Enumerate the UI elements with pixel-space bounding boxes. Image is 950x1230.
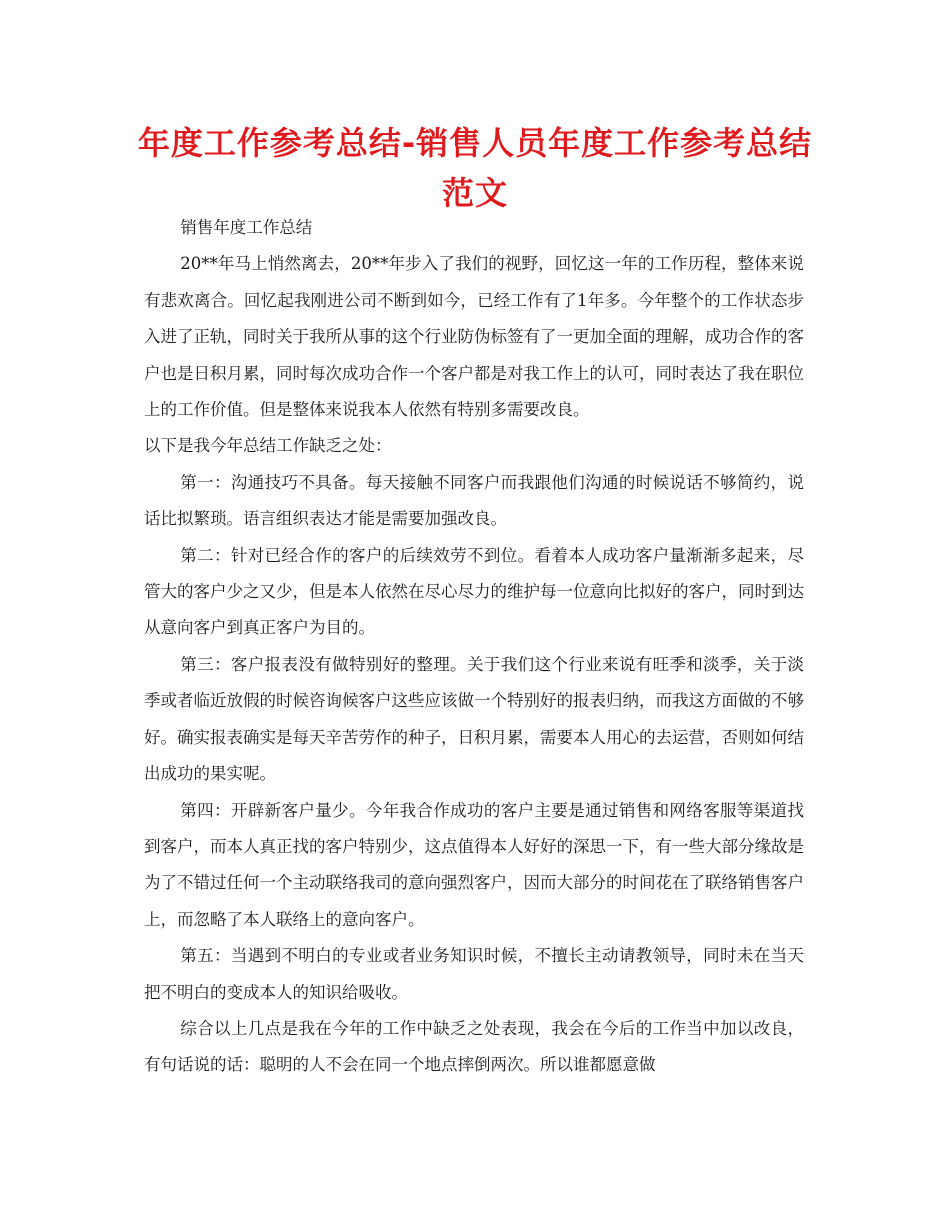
paragraph-shortcomings-lead: 以下是我今年总结工作缺乏之处： — [144, 436, 392, 456]
paragraph-intro: 20**年马上悄然离去，20**年步入了我们的视野，回忆这一年的工作历程，整体来说有悲欢离合。回忆起我刚进公司不断到如今，已经工作有了1年多。今年整个的工作状态步入进了正轨，同时关于我所从事的这个行业防伪标签有了一更加全面的理解，成功合作的客户也是日积月累，同时每次成功合作一个客户都是对我工作上的认可，同时表达了我在职位上的工作价值。但是整体来说我本人依然有特别多需要改良。 — [144, 254, 804, 420]
paragraph-conclusion: 综合以上几点是我在今年的工作中缺乏之处表现，我会在今后的工作当中加以改良，有句话说的话：聪明的人不会在同一个地点摔倒两次。所以谁都愿意做 — [144, 1018, 804, 1075]
paragraph-point-3: 第三：客户报表没有做特别好的整理。关于我们这个行业来说有旺季和淡季，关于淡季或者临近放假的时候咨询候客户这些应该做一个特别好的报表归纳，而我这方面做的不够好。确实报表确实是每天辛苦劳作的种子，日积月累，需要本人用心的去运营，否则如何结出成功的果实呢。 — [144, 654, 804, 784]
document-title: 年度工作参考总结-销售人员年度工作参考总结范文 — [137, 124, 813, 212]
document-body — [144, 210, 804, 1084]
paragraph-point-2: 第二：针对已经合作的客户的后续效劳不到位。看着本人成功客户量渐渐多起来，尽管大的客户少之又少，但是本人依然在尽心尽力的维护每一位意向比拟好的客户，同时到达从意向客户到真正客户为目的。 — [144, 545, 804, 638]
paragraph-point-5: 第五：当遇到不明白的专业或者业务知识时候，不擅长主动请教领导，同时未在当天把不明白的变成本人的知识给吸收。 — [144, 946, 804, 1002]
paragraph-point-4: 第四：开辟新客户量少。今年我合作成功的客户主要是通过销售和网络客服等渠道找到客户，而本人真正找的客户特别少，这点值得本人好好的深思一下，有一些大部分缘故是为了不错过任何一个主动联络我司的意向强烈客户，因而大部分的时间花在了联络销售客户上，而忽略了本人联络上的意向客户。 — [144, 800, 804, 929]
section-heading: 销售年度工作总结 — [180, 218, 313, 237]
paragraph-point-1: 第一：沟通技巧不具备。每天接触不同客户而我跟他们沟通的时候说话不够简约，说话比拟繁琐。语言组织表达才能是需要加强改良。 — [144, 472, 804, 529]
